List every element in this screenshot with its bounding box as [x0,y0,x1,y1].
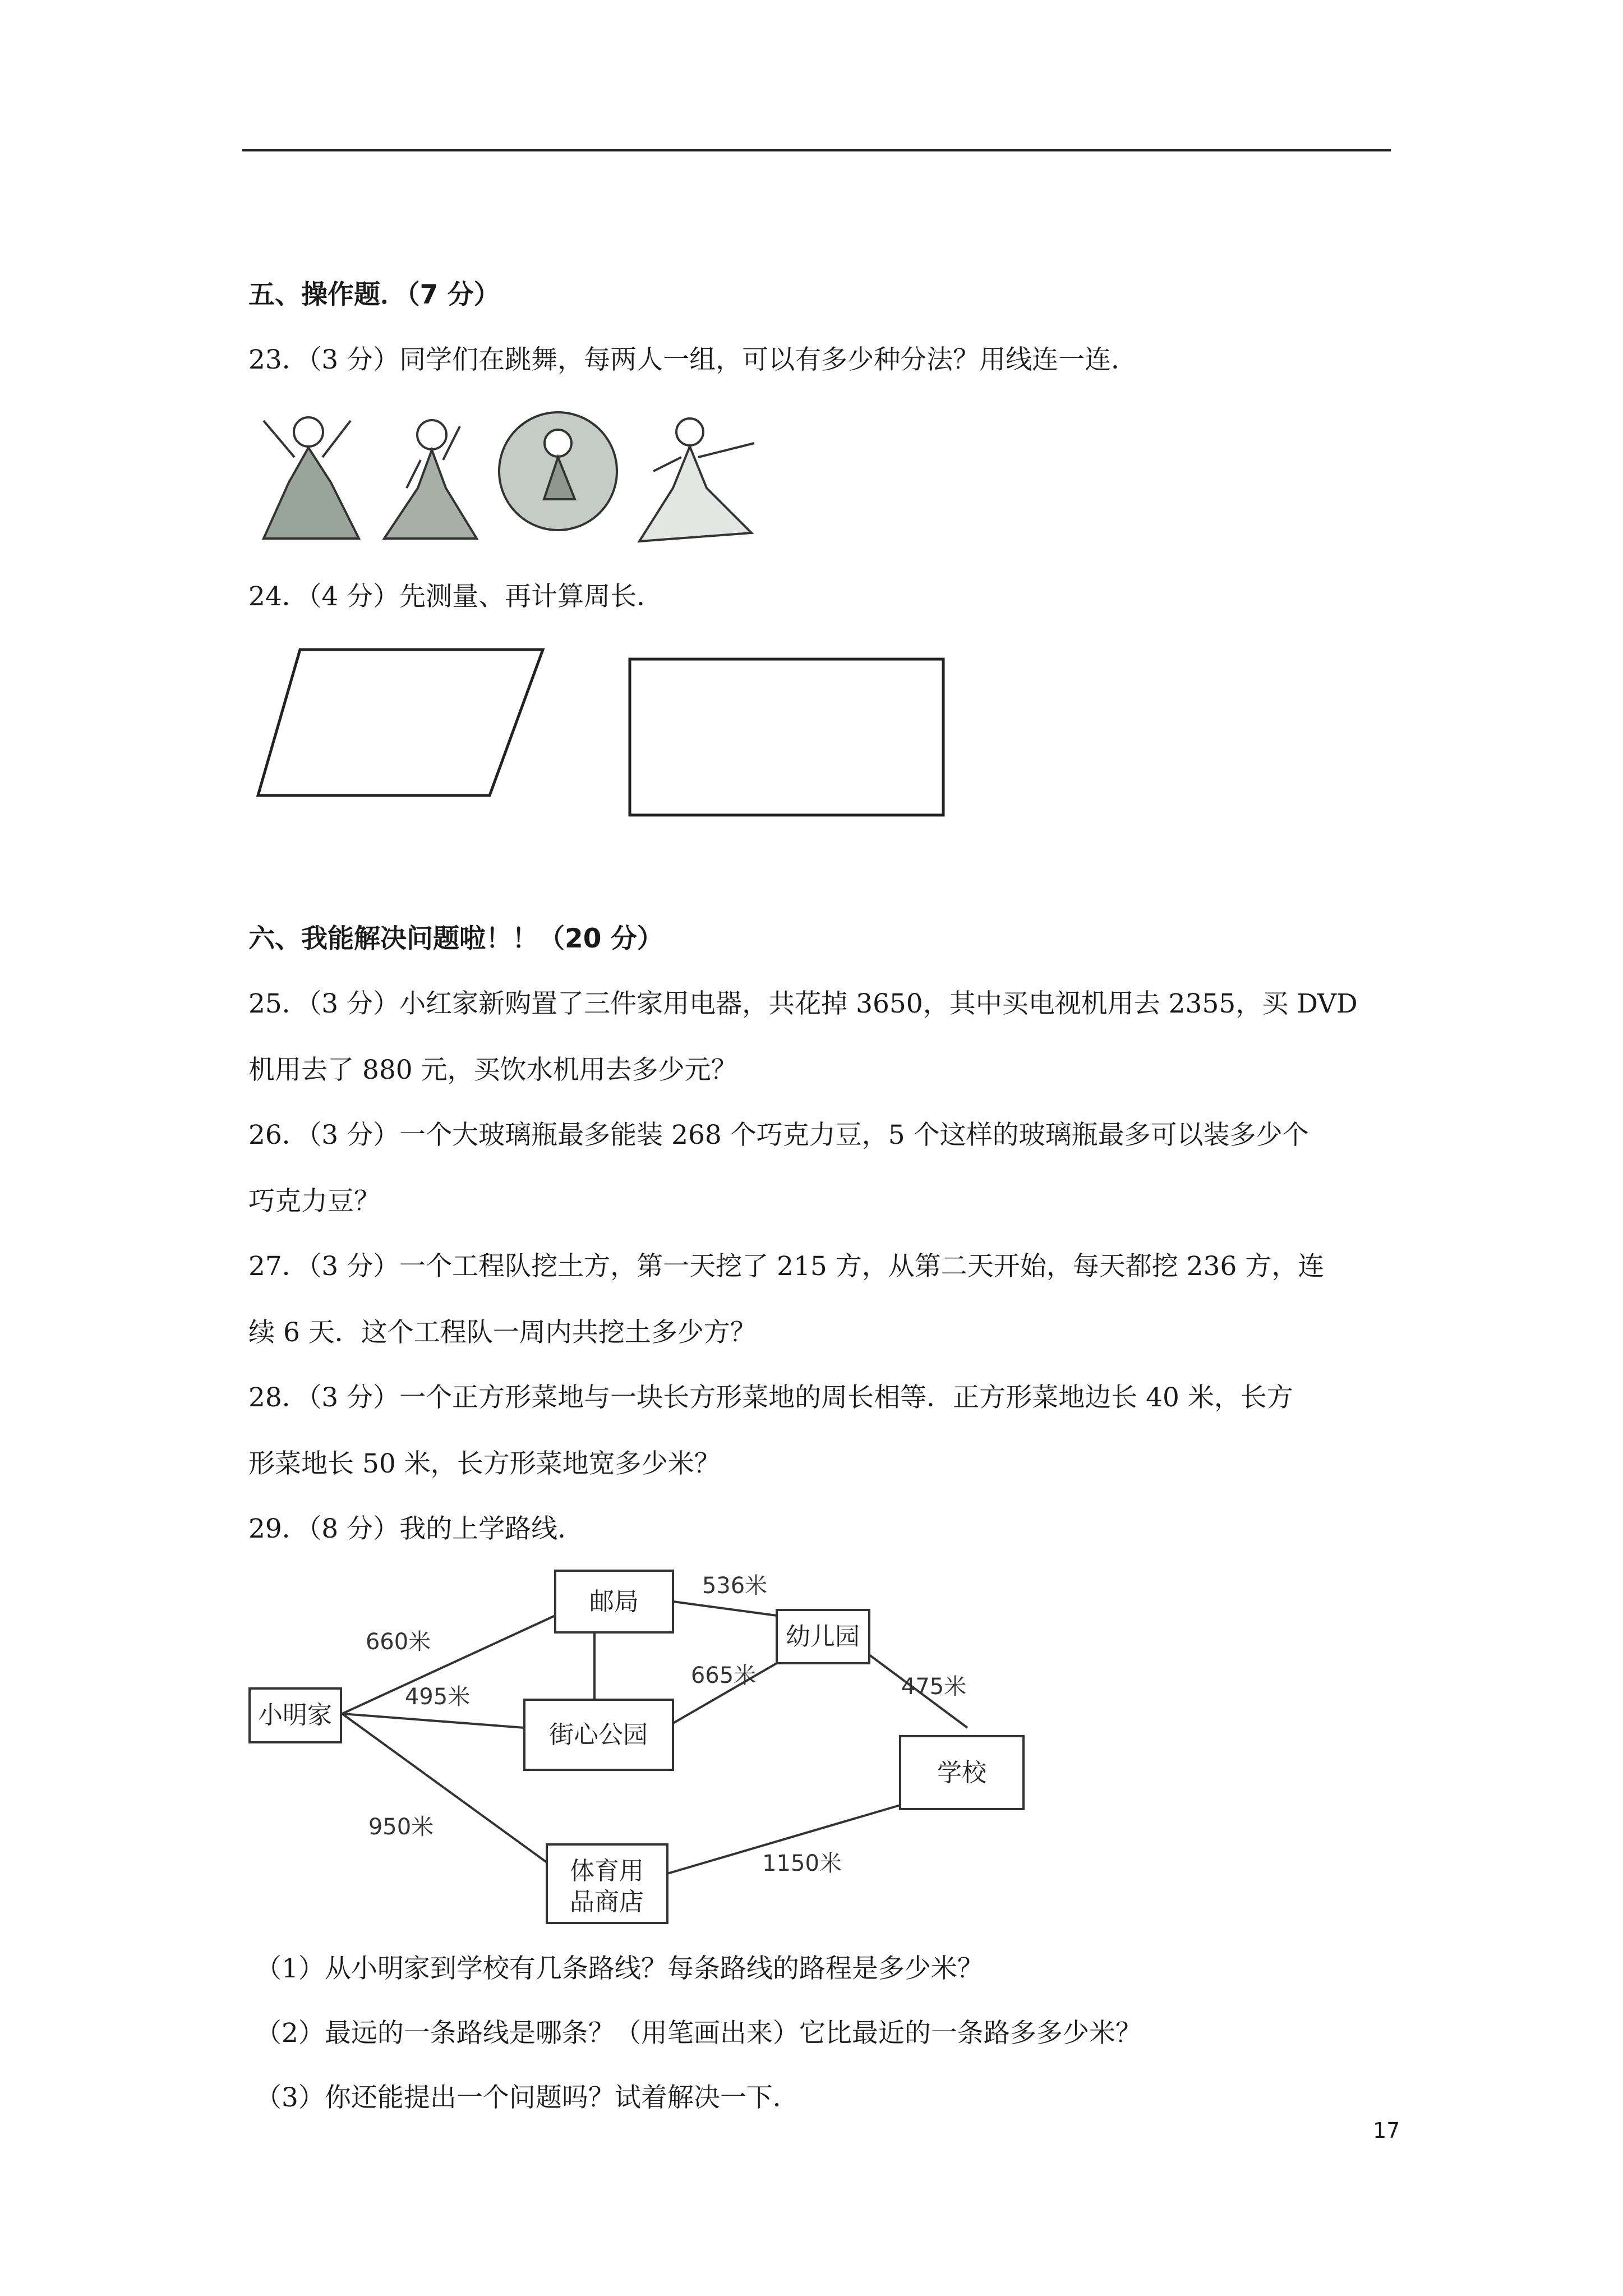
question-25-line1: 25．（3 分）小红家新购置了三件家用电器，共花掉 3650，其中买电视机用去 2355，买 DVD [248,988,1358,1019]
question-26-line1: 26．（3 分）一个大玻璃瓶最多能装 268 个巧克力豆，5 个这样的玻璃瓶最多可以装多少个 [248,1120,1309,1151]
question-29-sub2: （2）最远的一条路线是哪条？（用笔画出来）它比最近的一条路多多少米？ [255,2018,1142,2049]
edge-kinder-school: 475米 [901,1674,967,1700]
question-27-line1: 27．（3 分）一个工程队挖土方，第一天挖了 215 方，从第二天开始，每天都挖 236 方，连 [248,1251,1325,1282]
rectangle-shape [630,659,943,815]
page-number: 17 [1373,2118,1400,2143]
node-shop-line2: 品商店 [570,1888,644,1916]
section-5-title: 五、操作题．（7 分） [248,279,500,310]
edge-post-kinder: 536米 [702,1573,768,1599]
edge-home-shop: 950米 [368,1814,434,1840]
dancer-4 [639,418,754,541]
question-24: 24．（4 分）先测量、再计算周长． [248,581,663,612]
node-shop-line1: 体育用 [570,1857,644,1885]
route-home-park [342,1714,524,1728]
route-home-shop [342,1714,547,1862]
node-home: 小明家 [258,1701,332,1729]
node-school: 学校 [937,1759,986,1787]
edge-park-kinder: 665米 [690,1663,757,1688]
question-25-line2: 机用去了 880 元，买饮水机用去多少元？ [248,1055,737,1085]
question-26-line2: 巧克力豆？ [248,1186,380,1217]
dancer-2 [384,420,477,539]
question-29: 29．（8 分）我的上学路线． [248,1513,584,1544]
node-kinder: 幼儿园 [786,1622,860,1651]
question-29-sub1: （1）从小明家到学校有几条路线？每条路线的路程是多少米？ [255,1953,984,1984]
node-post: 邮局 [589,1588,639,1616]
parallelogram-shape [258,650,543,795]
question-29-sub3: （3）你还能提出一个问题吗？试着解决一下． [255,2082,799,2113]
question-23: 23．（3 分）同学们在跳舞，每两人一组，可以有多少种分法？用线连一连． [248,344,1138,375]
dancer-3 [499,412,617,530]
measure-shapes [247,639,965,825]
route-post-kinder [673,1602,777,1616]
node-park: 街心公园 [549,1720,648,1749]
dancer-1 [264,417,359,539]
edge-home-park: 495米 [404,1684,471,1710]
section-6-title: 六、我能解决问题啦！！（20 分） [248,923,663,954]
question-28-line1: 28．（3 分）一个正方形菜地与一块长方形菜地的周长相等．正方形菜地边长 40 米，长方 [248,1382,1293,1413]
question-28-line2: 形菜地长 50 米，长方形菜地宽多少米？ [248,1448,721,1479]
route-map [241,1559,1026,1930]
question-27-line2: 续 6 天．这个工程队一周内共挖土多少方？ [248,1317,757,1348]
edge-home-post: 660米 [365,1629,431,1655]
edge-shop-school: 1150米 [762,1851,842,1876]
dancers-illustration [247,404,785,550]
header-rule [242,149,1391,151]
